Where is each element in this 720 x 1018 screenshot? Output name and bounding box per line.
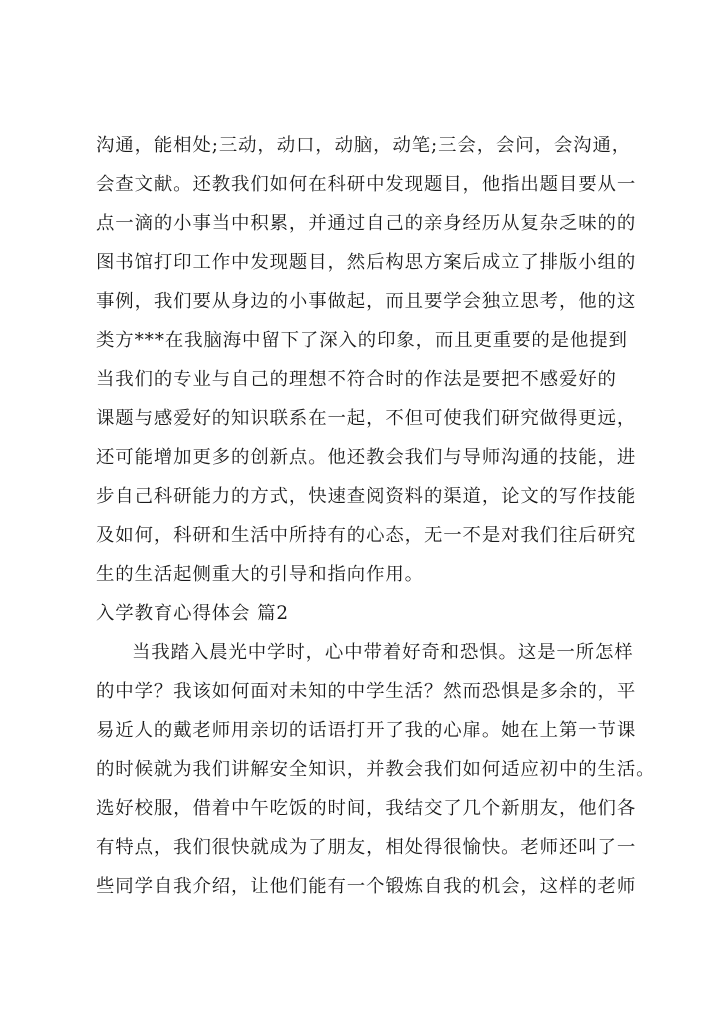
paragraph-line: 选好校服，借着中午吃饭的时间，我结交了几个新朋友，他们各 <box>96 798 637 819</box>
paragraph-line: 及如何，科研和生活中所持有的心态，无一不是对我们往后研究 <box>96 525 637 546</box>
paragraph-line: 当我们的专业与自己的理想不符合时的作法是要把不感爱好的 <box>96 369 617 390</box>
paragraph-line: 当我踏入晨光中学时，心中带着好奇和恐惧。这是一所怎样 <box>132 642 634 663</box>
paragraph-line: 些同学自我介绍，让他们能有一个锻炼自我的机会，这样的老师 <box>96 876 637 897</box>
paragraph-line: 生的生活起侧重大的引导和指向作用。 <box>96 564 424 585</box>
paragraph-line: 沟通，能相处;三动，动口，动脑，动笔;三会，会问，会沟通， <box>96 135 632 156</box>
paragraph-line: 事例，我们要从身边的小事做起，而且要学会独立思考，他的这 <box>96 291 637 312</box>
paragraph-line: 的时候就为我们讲解安全知识，并教会我们如何适应初中的生活。 <box>96 759 656 780</box>
paragraph-line: 类方***在我脑海中留下了深入的印象，而且更重要的是他提到 <box>96 330 628 351</box>
paragraph-line: 图书馆打印工作中发现题目，然后构思方案后成立了排版小组的 <box>96 252 637 273</box>
paragraph-line: 点一滴的小事当中积累，并通过自己的亲身经历从复杂乏味的的 <box>96 213 637 234</box>
paragraph-line: 的中学？我该如何面对未知的中学生活？然而恐惧是多余的，平 <box>96 681 637 702</box>
paragraph-line: 还可能增加更多的创新点。他还教会我们与导师沟通的技能，进 <box>96 447 637 468</box>
paragraph-line: 课题与感爱好的知识联系在一起，不但可使我们研究做得更远， <box>96 408 637 429</box>
paragraph-line: 易近人的戴老师用亲切的话语打开了我的心扉。她在上第一节课 <box>96 720 637 741</box>
paragraph-line: 会查文献。还教我们如何在科研中发现题目，他指出题目要从一 <box>96 174 637 195</box>
paragraph-line: 步自己科研能力的方式，快速查阅资料的渠道，论文的写作技能 <box>96 486 637 507</box>
paragraph-line: 有特点，我们很快就成为了朋友，相处得很愉快。老师还叫了一 <box>96 837 637 858</box>
section-heading: 入学教育心得体会 篇2 <box>96 603 289 624</box>
